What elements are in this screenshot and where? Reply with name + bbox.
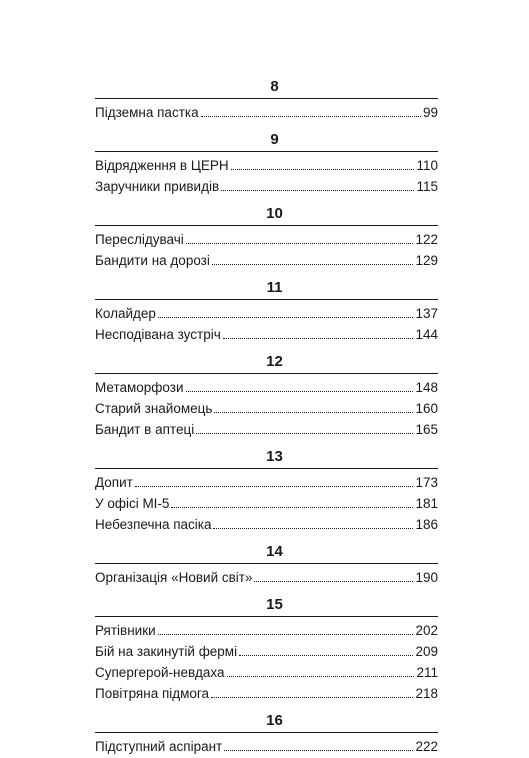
entry-page-number: 181 (415, 496, 438, 511)
dot-leader (254, 580, 413, 582)
section-number: 8 (270, 78, 279, 95)
section-number: 12 (266, 353, 283, 370)
entry-page-number: 115 (416, 179, 438, 194)
toc-entry (95, 642, 438, 663)
toc-section (95, 596, 438, 705)
entry-title: Колайдер (95, 306, 156, 321)
section-gap (95, 589, 438, 596)
entry-page-number: 190 (415, 570, 438, 585)
toc-entry (95, 473, 438, 494)
toc-entry (95, 515, 438, 536)
entry-title: Організація «Новий світ» (95, 570, 253, 585)
section-divider (95, 98, 438, 99)
toc-section (95, 353, 438, 441)
toc-entry (95, 494, 438, 515)
toc-section (95, 78, 438, 124)
dot-leader (212, 263, 414, 265)
section-gap (95, 441, 438, 448)
entry-title: Заручники привидів (95, 179, 220, 194)
section-gap (95, 272, 438, 279)
dot-leader (196, 432, 413, 434)
entry-page-number: 160 (415, 401, 438, 416)
entry-title: Несподівана зустріч (95, 327, 221, 342)
section-gap (95, 705, 438, 712)
section-number: 11 (266, 279, 283, 296)
entry-page-number: 144 (415, 327, 438, 342)
toc-entry (95, 621, 438, 642)
toc-section (95, 448, 438, 536)
section-number: 10 (266, 205, 283, 222)
entry-page-number: 173 (415, 475, 438, 490)
toc-entry (95, 420, 438, 441)
entry-title: Відрядження в ЦЕРН (95, 158, 229, 173)
section-number: 16 (266, 712, 283, 729)
section-gap (95, 124, 438, 131)
section-gap (95, 346, 438, 353)
section-divider (95, 225, 438, 226)
section-divider (95, 373, 438, 374)
toc-entry (95, 251, 438, 272)
entry-title: Підземна пастка (95, 105, 199, 120)
dot-leader (201, 115, 421, 117)
entry-page-number: 129 (415, 253, 438, 268)
entry-title: Супергерой-невдаха (95, 665, 225, 680)
section-gap (95, 198, 438, 205)
toc-section (95, 131, 438, 198)
toc-entry (95, 399, 438, 420)
section-gap (95, 536, 438, 543)
section-divider (95, 563, 438, 564)
toc-section (95, 279, 438, 346)
toc-entry (95, 304, 438, 325)
entry-title: Небезпечна пасіка (95, 517, 212, 532)
section-number: 13 (266, 448, 283, 465)
dot-leader (223, 337, 414, 339)
dot-leader (171, 506, 413, 508)
dot-leader (224, 749, 413, 751)
entry-title: Підступний аспірант (95, 739, 223, 754)
toc-section (95, 712, 438, 758)
entry-title: Рятівники (95, 623, 156, 638)
toc-entry (95, 325, 438, 346)
section-divider (95, 616, 438, 617)
dot-leader (158, 633, 414, 635)
dot-leader (214, 411, 413, 413)
entry-page-number: 222 (415, 739, 438, 754)
toc-entry (95, 737, 438, 758)
dot-leader (213, 527, 413, 529)
dot-leader (227, 675, 415, 677)
dot-leader (186, 242, 414, 244)
section-divider (95, 468, 438, 469)
section-number: 9 (270, 131, 279, 148)
toc-section (95, 543, 438, 589)
entry-title: У офісі МІ-5 (95, 496, 170, 511)
section-number: 14 (266, 543, 283, 560)
dot-leader (135, 485, 414, 487)
toc-entry (95, 177, 438, 198)
entry-title: Бандит в аптеці (95, 422, 195, 437)
toc-entry (95, 230, 438, 251)
dot-leader (211, 696, 413, 698)
dot-leader (239, 654, 413, 656)
entry-title: Повітряна підмога (95, 686, 210, 701)
entry-page-number: 209 (415, 644, 438, 659)
entry-title: Старий знайомець (95, 401, 213, 416)
dot-leader (186, 390, 414, 392)
entry-page-number: 137 (415, 306, 438, 321)
toc-section (95, 205, 438, 272)
dot-leader (158, 316, 414, 318)
toc-entry (95, 103, 438, 124)
entry-page-number: 186 (415, 517, 438, 532)
entry-page-number: 148 (415, 380, 438, 395)
section-divider (95, 732, 438, 733)
entry-title: Бандити на дорозі (95, 253, 210, 268)
entry-title: Бій на закинутій фермі (95, 644, 238, 659)
entry-page-number: 110 (416, 158, 438, 173)
entry-page-number: 211 (416, 665, 438, 680)
toc-entry (95, 663, 438, 684)
entry-title: Переслідувачі (95, 232, 184, 247)
section-divider (95, 151, 438, 152)
entry-title: Допит (95, 475, 133, 490)
table-of-contents (95, 78, 438, 758)
toc-entry (95, 568, 438, 589)
toc-entry (95, 378, 438, 399)
toc-entry (95, 156, 438, 177)
dot-leader (221, 189, 414, 191)
entry-page-number: 202 (415, 623, 438, 638)
section-number: 15 (266, 596, 283, 613)
entry-page-number: 165 (415, 422, 438, 437)
entry-page-number: 122 (415, 232, 438, 247)
entry-title: Метаморфози (95, 380, 184, 395)
dot-leader (231, 168, 415, 170)
entry-page-number: 218 (415, 686, 438, 701)
toc-entry (95, 684, 438, 705)
entry-page-number: 99 (422, 105, 438, 120)
section-divider (95, 299, 438, 300)
